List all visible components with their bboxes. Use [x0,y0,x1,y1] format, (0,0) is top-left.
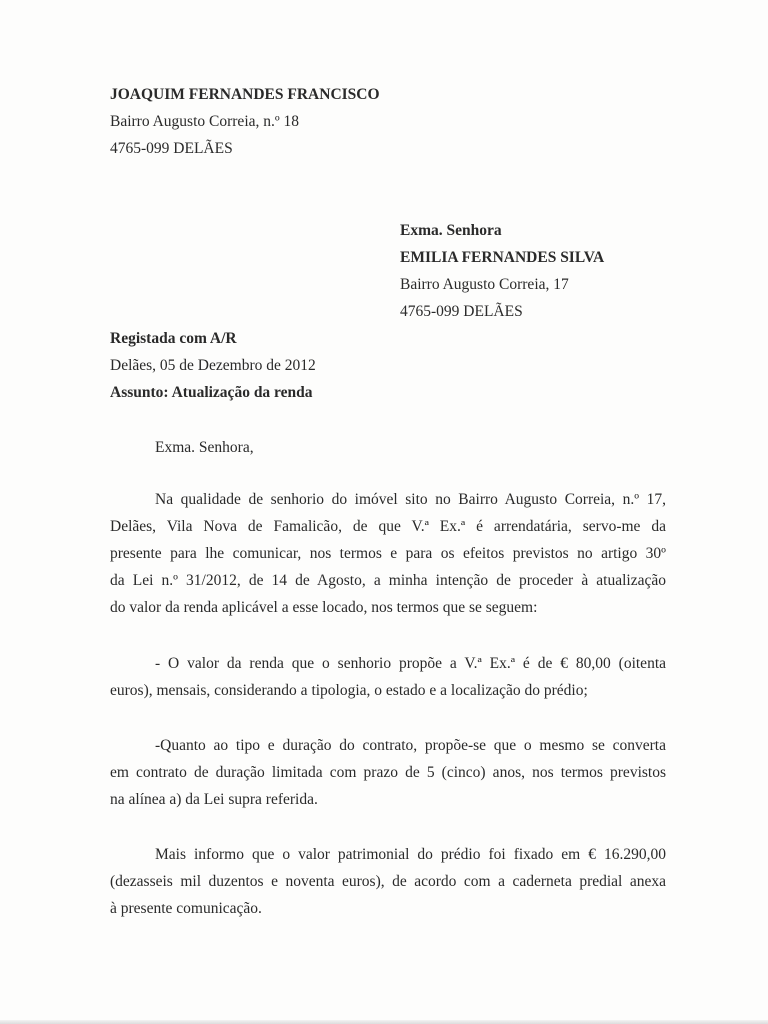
registered-mail-note: Registada com A/R [110,330,237,347]
place-date: Delães, 05 de Dezembro de 2012 [110,357,316,374]
paragraph-1-line-4: da Lei n.º 31/2012, de 14 de Agosto, a minha intenção de proceder à atualização [110,572,666,589]
paragraph-4-line-2: (dezasseis mil duzentos e noventa euros), de acordo com a caderneta predial anexa [110,873,666,890]
recipient-address-line1: Bairro Augusto Correia, 17 [400,276,569,293]
greeting: Exma. Senhora, [155,439,254,456]
paragraph-3-line-3: na alínea a) da Lei supra referida. [110,791,318,808]
sender-address-line2: 4765-099 DELÃES [110,140,233,157]
recipient-name: EMILIA FERNANDES SILVA [400,249,605,266]
scan-bottom-edge [0,1020,768,1024]
paragraph-3-line-2: em contrato de duração limitada com prazo de 5 (cinco) anos, nos termos previstos [110,764,666,781]
sender-name: JOAQUIM FERNANDES FRANCISCO [110,86,380,103]
paragraph-3-line-1: -Quanto ao tipo e duração do contrato, propõe-se que o mesmo se converta [155,737,666,754]
paragraph-1-line-1: Na qualidade de senhorio do imóvel sito no Bairro Augusto Correia, n.º 17, [155,491,666,508]
paragraph-4-line-3: à presente comunicação. [110,900,262,917]
paragraph-1-line-2: Delães, Vila Nova de Famalicão, de que V.ª Ex.ª é arrendatária, servo-me da [110,518,666,535]
paragraph-4-line-1: Mais informo que o valor patrimonial do prédio foi fixado em € 16.290,00 [155,846,666,863]
paragraph-2-line-2: euros), mensais, considerando a tipologia, o estado e a localização do prédio; [110,682,588,699]
recipient-salutation: Exma. Senhora [400,222,502,239]
paragraph-1-line-3: presente para lhe comunicar, nos termos e para os efeitos previstos no artigo 30º [110,545,666,562]
sender-address-line1: Bairro Augusto Correia, n.º 18 [110,113,300,130]
paragraph-1-line-5: do valor da renda aplicável a esse locado, nos termos que se seguem: [110,599,538,616]
recipient-address-line2: 4765-099 DELÃES [400,303,523,320]
paragraph-2-line-1: - O valor da renda que o senhorio propõe a V.ª Ex.ª é de € 80,00 (oitenta [155,655,666,672]
subject-line: Assunto: Atualização da renda [110,384,313,401]
